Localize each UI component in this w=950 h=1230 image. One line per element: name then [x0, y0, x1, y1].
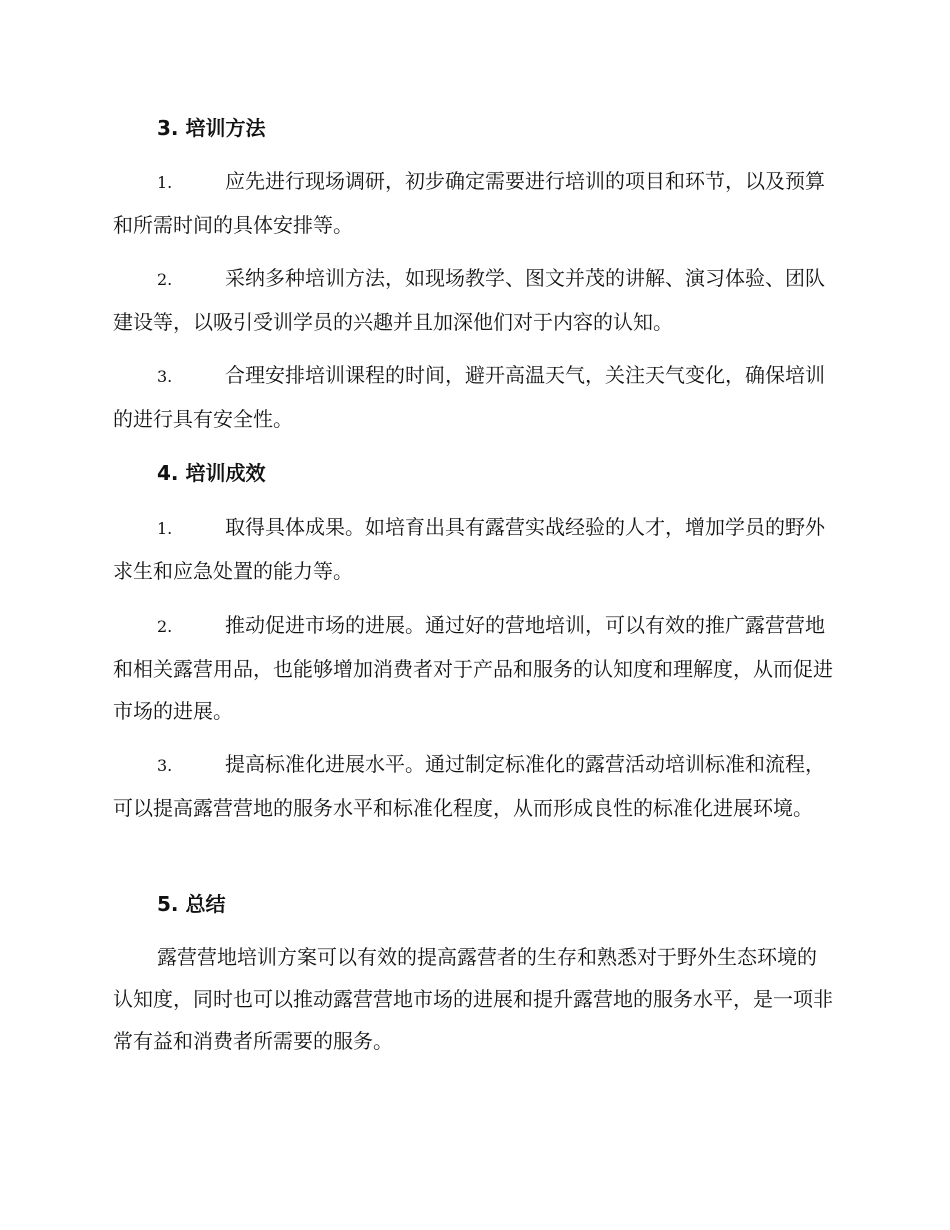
list-item-text: 推动促进市场的进展。通过好的营地培训，可以有效的推广露营营地和相关露营用品，也能够增加消费者对于产品和服务的认知度和理解度，从而促进市场的进展。: [113, 613, 833, 723]
list-item: [113, 743, 835, 829]
list-item-number: 2.: [157, 617, 173, 636]
list-item: [113, 257, 835, 343]
list-item-text: 应先进行现场调研，初步确定需要进行培训的项目和环节，以及预算和所需时间的具体安排等。: [113, 169, 825, 237]
list-item-number: 3.: [157, 367, 173, 386]
summary-paragraph: 露营营地培训方案可以有效的提高露营者的生存和熟悉对于野外生态环境的认知度，同时也可以推动露营营地市场的进展和提升露营地的服务水平，是一项非常有益和消费者所需要的服务。: [113, 945, 833, 1053]
list-item-number: 1.: [157, 519, 173, 538]
list-item: [113, 604, 835, 732]
list-item: [113, 354, 835, 440]
section-heading-results: 4. 培训成效: [157, 461, 266, 485]
list-item-text: 提高标准化进展水平。通过制定标准化的露营活动培训标准和流程，可以提高露营营地的服务水平和标准化程度，从而形成良性的标准化进展环境。: [113, 752, 825, 820]
list-item-text: 合理安排培训课程的时间，避开高温天气，关注天气变化，确保培训的进行具有安全性。: [113, 363, 825, 431]
list-item: [113, 506, 835, 592]
list-item: [113, 160, 835, 246]
section-heading-summary: 5. 总结: [157, 892, 226, 916]
list-item-number: 2.: [157, 270, 173, 289]
list-item-number: 3.: [157, 756, 173, 775]
list-item-text: 取得具体成果。如培育出具有露营实战经验的人才，增加学员的野外求生和应急处置的能力等。: [113, 515, 825, 583]
list-item-text: 采纳多种培训方法，如现场教学、图文并茂的讲解、演习体验、团队建设等，以吸引受训学员的兴趣并且加深他们对于内容的认知。: [113, 266, 825, 334]
list-item-number: 1.: [157, 173, 173, 192]
section-heading-methods: 3. 培训方法: [157, 116, 266, 140]
